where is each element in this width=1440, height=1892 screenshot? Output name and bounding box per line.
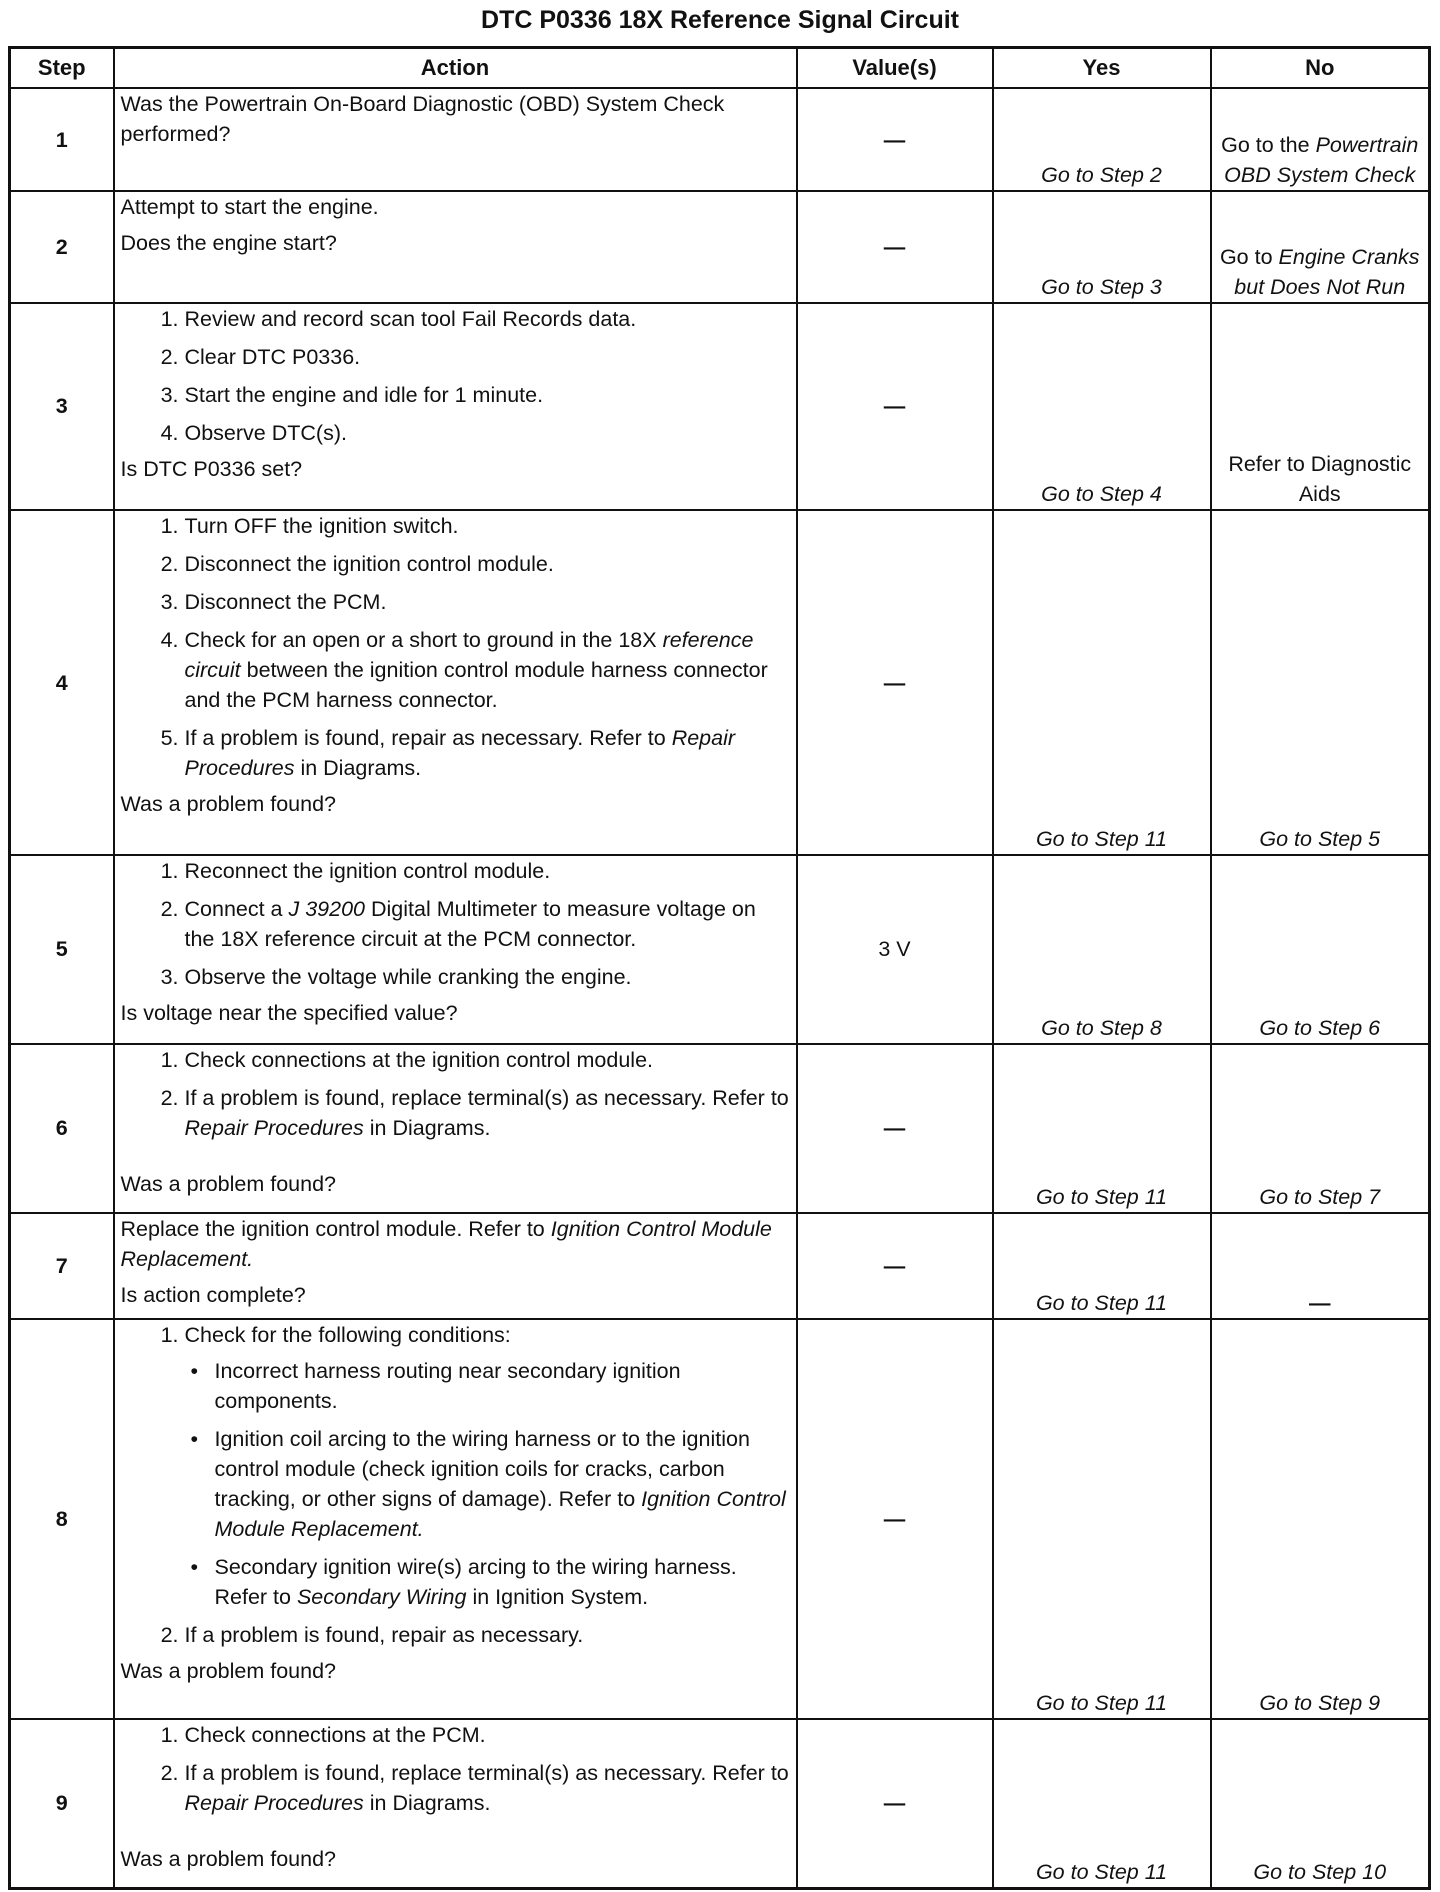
list-item	[185, 1083, 790, 1143]
list-item: 3. Start the engine and idle for 1 minute.	[185, 380, 790, 410]
list-item: 2. Clear DTC P0336.	[185, 342, 790, 372]
action-text: Attempt to start the engine.	[120, 195, 379, 220]
table-row	[10, 1319, 1430, 1718]
list-ref: reference circuit	[184, 628, 754, 683]
value-cell: —	[797, 303, 993, 510]
step-number: 9	[10, 1719, 114, 1889]
action-question: Was a problem found?	[120, 1171, 337, 1196]
no-cell: Refer to Diagnostic Aids	[1211, 303, 1430, 510]
action-ref: Ignition Control Module Replacement.	[120, 1217, 772, 1272]
bullet-ref: Ignition Control Module Replacement.	[214, 1487, 786, 1542]
no-cell: —	[1211, 1213, 1430, 1319]
action-question: Does the engine start?	[120, 231, 337, 256]
table-row	[10, 191, 1430, 303]
action-steps	[121, 1045, 790, 1143]
list-item	[185, 1758, 790, 1818]
list-text: If a problem is found, replace terminal(s) as necessary. Refer to	[184, 1760, 789, 1785]
value-cell: —	[797, 1044, 993, 1213]
list-item: 2. Disconnect the ignition control module.	[185, 549, 790, 579]
action-steps	[121, 856, 790, 992]
yes-cell: Go to Step 2	[993, 88, 1211, 191]
bullet-item: • Incorrect harness routing near secondary ignition components.	[215, 1356, 790, 1416]
action-cell	[114, 855, 797, 1044]
list-item: 3. Disconnect the PCM.	[185, 587, 790, 617]
value-cell: —	[797, 1719, 993, 1889]
bullet-text: Ignition coil arcing to the wiring harness or to the ignition control module (check ignition coils for cracks, carbon tracking, or other signs of damage). Refer to	[214, 1427, 750, 1512]
list-text: Check for the following conditions:	[184, 1323, 511, 1348]
page-title: DTC P0336 18X Reference Signal Circuit	[481, 6, 959, 34]
action-cell	[114, 191, 797, 303]
list-text: Digital Multimeter to measure voltage on the 18X reference circuit at the PCM connector.	[184, 897, 756, 952]
table-header-row	[10, 48, 1430, 89]
value-cell: —	[797, 88, 993, 191]
action-cell	[114, 303, 797, 510]
action-question: Is DTC P0336 set?	[120, 456, 303, 481]
header-yes: Yes	[993, 48, 1211, 89]
list-item	[185, 1320, 790, 1612]
list-text: in Diagrams.	[369, 1115, 491, 1140]
list-item: 1. Check connections at the PCM.	[185, 1720, 790, 1750]
list-text: If a problem is found, repair as necessary. Refer to	[184, 726, 666, 751]
list-item: 1. Turn OFF the ignition switch.	[185, 511, 790, 541]
yes-cell: Go to Step 11	[993, 1213, 1211, 1319]
list-text: between the ignition control module harness connector and the PCM harness connector.	[184, 658, 768, 713]
step-number: 6	[10, 1044, 114, 1213]
no-link: Powertrain OBD System Check	[1224, 133, 1419, 188]
diagnostic-table	[8, 46, 1431, 1890]
action-cell	[114, 510, 797, 855]
no-text: Go to	[1219, 244, 1273, 269]
yes-cell: Go to Step 3	[993, 191, 1211, 303]
yes-cell: Go to Step 11	[993, 510, 1211, 855]
step-number: 4	[10, 510, 114, 855]
value-cell: —	[797, 1213, 993, 1319]
action-cell	[114, 1044, 797, 1213]
list-text: If a problem is found, replace terminal(s) as necessary. Refer to	[184, 1085, 789, 1110]
yes-cell: Go to Step 4	[993, 303, 1211, 510]
action-steps	[121, 511, 790, 783]
bullet-ref: Secondary Wiring	[296, 1585, 467, 1610]
table-row	[10, 303, 1430, 510]
value-cell: —	[797, 191, 993, 303]
no-cell	[1211, 88, 1430, 191]
action-steps	[121, 1720, 790, 1818]
list-item: 3. Observe the voltage while cranking the engine.	[185, 962, 790, 992]
no-cell: Go to Step 9	[1211, 1319, 1430, 1718]
action-text-part: Replace the ignition control module. Refer to	[120, 1217, 545, 1242]
list-item: 4. Observe DTC(s).	[185, 418, 790, 448]
condition-list	[185, 1356, 790, 1612]
action-cell	[114, 1213, 797, 1319]
list-text: in Diagrams.	[300, 756, 422, 781]
list-item	[185, 723, 790, 783]
table-row	[10, 1213, 1430, 1319]
yes-cell: Go to Step 11	[993, 1719, 1211, 1889]
no-cell: Go to Step 7	[1211, 1044, 1430, 1213]
bullet-text: in Ignition System.	[472, 1585, 649, 1610]
action-steps	[121, 304, 790, 448]
header-action: Action	[114, 48, 797, 89]
action-question: Is action complete?	[120, 1283, 306, 1308]
table-row	[10, 1044, 1430, 1213]
no-link: Engine Cranks but Does Not Run	[1234, 244, 1420, 299]
action-cell	[114, 88, 797, 191]
no-cell: Go to Step 6	[1211, 855, 1430, 1044]
yes-cell: Go to Step 11	[993, 1319, 1211, 1718]
list-ref: Repair Procedures	[184, 1115, 364, 1140]
bullet-text: Secondary ignition wire(s) arcing to the wiring harness. Refer to	[214, 1555, 737, 1610]
list-ref: J 39200	[288, 897, 366, 922]
step-number: 8	[10, 1319, 114, 1718]
action-cell	[114, 1319, 797, 1718]
value-cell: —	[797, 510, 993, 855]
list-ref: Repair Procedures	[184, 1790, 364, 1815]
list-item: 1. Check connections at the ignition control module.	[185, 1045, 790, 1075]
list-item: 1. Review and record scan tool Fail Records data.	[185, 304, 790, 334]
yes-cell: Go to Step 8	[993, 855, 1211, 1044]
value-cell: 3 V	[797, 855, 993, 1044]
list-text: Connect a	[184, 897, 283, 922]
header-no: No	[1211, 48, 1430, 89]
action-question: Was a problem found?	[120, 792, 337, 817]
table-row	[10, 855, 1430, 1044]
list-text: in Diagrams.	[369, 1790, 491, 1815]
bullet-item	[215, 1552, 790, 1612]
list-item: 1. Reconnect the ignition control module.	[185, 856, 790, 886]
no-cell	[1211, 191, 1430, 303]
table-row	[10, 1719, 1430, 1889]
list-item	[185, 625, 790, 715]
action-cell	[114, 1719, 797, 1889]
header-step: Step	[10, 48, 114, 89]
no-text: Go to the	[1221, 133, 1310, 158]
list-text: Check for an open or a short to ground in the 18X	[184, 628, 657, 653]
no-cell: Go to Step 5	[1211, 510, 1430, 855]
bullet-item	[215, 1424, 790, 1544]
step-number: 7	[10, 1213, 114, 1319]
yes-cell: Go to Step 11	[993, 1044, 1211, 1213]
step-number: 2	[10, 191, 114, 303]
action-text: Was the Powertrain On-Board Diagnostic (OBD) System Check performed?	[120, 92, 725, 146]
value-cell: —	[797, 1319, 993, 1718]
step-number: 1	[10, 88, 114, 191]
step-number: 5	[10, 855, 114, 1044]
header-values: Value(s)	[797, 48, 993, 89]
action-steps	[121, 1320, 790, 1650]
action-question: Is voltage near the specified value?	[120, 1001, 458, 1026]
list-item	[185, 894, 790, 954]
action-question: Was a problem found?	[120, 1659, 337, 1684]
table-row	[10, 88, 1430, 191]
list-ref: Repair Procedures	[184, 726, 736, 781]
table-row	[10, 510, 1430, 855]
action-question: Was a problem found?	[120, 1846, 337, 1871]
step-number: 3	[10, 303, 114, 510]
action-text	[121, 1214, 790, 1274]
no-cell: Go to Step 10	[1211, 1719, 1430, 1889]
list-item: 2. If a problem is found, repair as necessary.	[185, 1620, 790, 1650]
